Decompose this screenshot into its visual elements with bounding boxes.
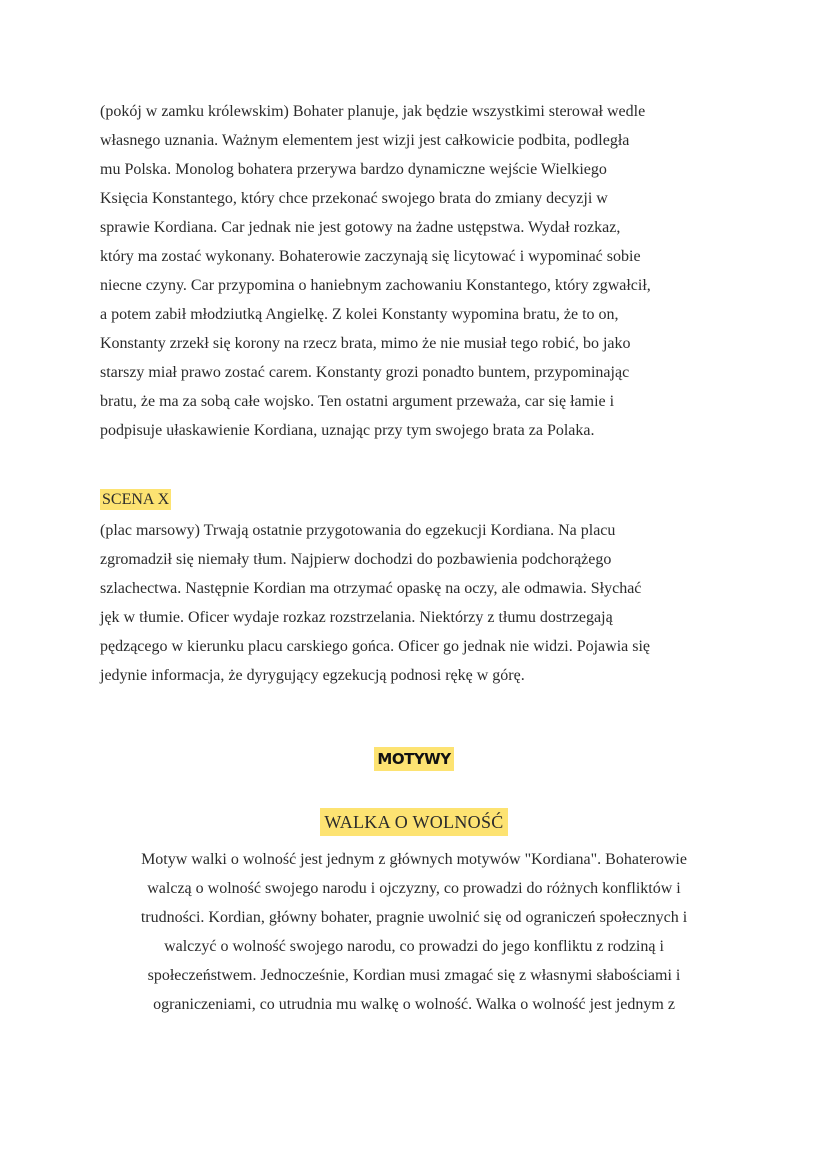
- paragraph-line: sprawie Kordiana. Car jednak nie jest gotowy na żadne ustępstwa. Wydał rozkaz,: [100, 219, 621, 236]
- paragraph-line: Konstanty zrzekł się korony na rzecz brata, mimo że nie musiał tego robić, bo jako: [100, 335, 631, 352]
- paragraph-line: społeczeństwem. Jednocześnie, Kordian musi zmagać się z własnymi słabościami i: [147, 967, 681, 984]
- paragraph-line: zgromadził się niemały tłum. Najpierw dochodzi do pozbawienia podchorążego: [100, 551, 612, 568]
- paragraph-line: walczą o wolność swojego narodu i ojczyzny, co prowadzi do różnych konfliktów i: [147, 880, 681, 897]
- paragraph-line: walczyć o wolność swojego narodu, co prowadzi do jego konfliktu z rodziną i: [164, 938, 664, 955]
- paragraph-line: własnego uznania. Ważnym elementem jest wizji jest całkowicie podbita, podległa: [100, 132, 630, 149]
- scene-heading-label: SCENA X: [102, 491, 170, 508]
- paragraph-line: jęk w tłumie. Oficer wydaje rozkaz rozstrzelania. Niektórzy z tłumu dostrzegają: [100, 609, 613, 626]
- paragraph-line: Księcia Konstantego, który chce przekonać swojego brata do zmiany decyzji w: [100, 190, 608, 207]
- paragraph-line: ograniczeniami, co utrudnia mu walkę o wolność. Walka o wolność jest jednym z: [153, 996, 675, 1013]
- paragraph-line: podpisuje ułaskawienie Kordiana, uznając przy tym swojego brata za Polaka.: [100, 422, 595, 439]
- paragraph-line: bratu, że ma za sobą całe wojsko. Ten ostatni argument przeważa, car się łamie i: [100, 393, 615, 410]
- paragraph-line: pędzącego w kierunku placu carskiego gońca. Oficer go jednak nie widzi. Pojawia się: [100, 638, 651, 655]
- paragraph-line: Motyw walki o wolność jest jednym z głównych motywów "Kordiana". Bohaterowie: [141, 851, 687, 868]
- freedom-paragraph: [96, 845, 732, 1019]
- freedom-heading-label: WALKA O WOLNOŚĆ: [320, 808, 507, 836]
- paragraph-line: trudności. Kordian, główny bohater, pragnie uwolnić się od ograniczeń społecznych i: [140, 909, 688, 926]
- paragraph-line: niecne czyny. Car przypomina o haniebnym zachowaniu Konstantego, który zgwałcił,: [100, 277, 651, 294]
- scene-paragraph: [100, 516, 730, 690]
- freedom-heading: [0, 812, 828, 833]
- paragraph-line: (pokój w zamku królewskim) Bohater planuje, jak będzie wszystkimi sterował wedle: [100, 103, 646, 120]
- paragraph-line: (plac marsowy) Trwają ostatnie przygotowania do egzekucji Kordiana. Na placu: [100, 522, 616, 539]
- scene-heading: [100, 488, 171, 512]
- paragraph-line: starszy miał prawo zostać carem. Konstanty grozi ponadto buntem, przypominając: [100, 364, 630, 381]
- motifs-heading: [0, 750, 828, 769]
- paragraph-line: jedynie informacja, że dyrygujący egzekucją podnosi rękę w górę.: [100, 667, 525, 684]
- paragraph-line: mu Polska. Monolog bohatera przerywa bardzo dynamiczne wejście Wielkiego: [100, 161, 607, 178]
- motifs-heading-label: MOTYWY: [374, 747, 453, 771]
- paragraph-line: szlachectwa. Następnie Kordian ma otrzymać opaskę na oczy, ale odmawia. Słychać: [100, 580, 642, 597]
- paragraph-line: który ma zostać wykonany. Bohaterowie zaczynają się licytować i wypominać sobie: [100, 248, 641, 265]
- paragraph-line: a potem zabił młodziutką Angielkę. Z kolei Konstanty wypomina bratu, że to on,: [100, 306, 619, 323]
- intro-paragraph: [100, 97, 730, 445]
